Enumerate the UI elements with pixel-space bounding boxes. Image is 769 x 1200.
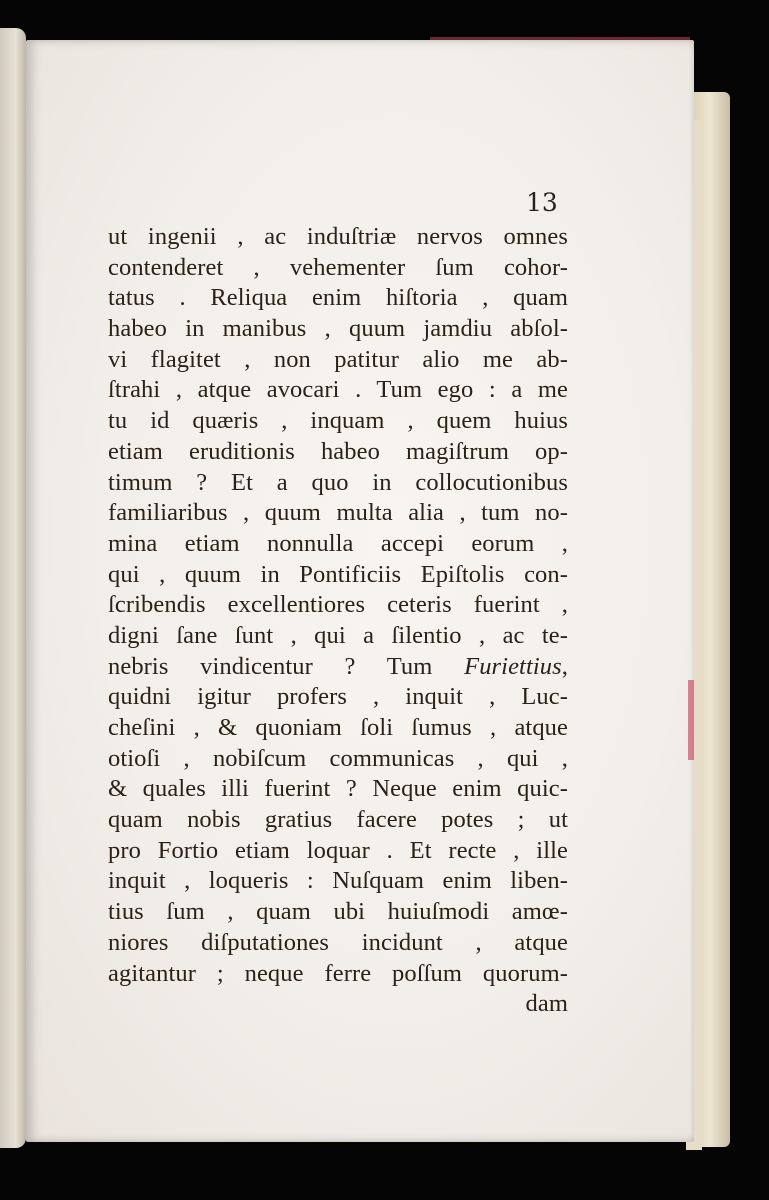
facing-page-edge [0,28,26,1148]
text-line: niores diſputationes incidunt , atque [108,928,568,956]
text-line: digni ſane ſunt , qui a ſilentio , ac te- [108,621,568,649]
catchword: dam [525,990,568,1018]
text-line: agitantur ; neque ferre poſſum quorum- [108,959,568,987]
text-line: tius ſum , quam ubi huiuſmodi amœ- [108,898,568,926]
text-line: quidni igitur profers , inquit , Luc- [108,683,568,711]
text-line: otioſi , nobiſcum communicas , qui , [108,744,568,772]
text-line: ſtrahi , atque avocari . Tum ego : a me [108,376,568,404]
italic-name: Furiettius [464,652,562,680]
text-line: & quales illi fuerint ? Neque enim quic- [108,775,568,803]
book-page [26,40,694,1142]
page-number: 13 [526,188,558,217]
text-line: ſcribendis excellentiores ceteris fuerint , [108,591,568,619]
text-line: habeo in manibus , quum jamdiu abſol- [108,315,568,343]
text-line: mina etiam nonnulla accepi eorum , [108,529,568,557]
text-line: timum ? Et a quo in collocutionibus [108,468,568,496]
text-line: qui , quum in Pontificiis Epiſtolis con- [108,560,568,588]
text-line: cheſini , & quoniam ſoli ſumus , atque [108,714,568,741]
text-line: inquit , loqueris : Nuſquam enim liben- [108,867,568,895]
text-line: quam nobis gratius facere potes ; ut [108,806,568,834]
text-line: contenderet , vehementer ſum cohor- [108,253,568,281]
text-line: ut ingenii , ac induſtriæ nervos omnes [108,223,568,250]
text-segment: nebris vindicentur ? Tum [108,652,433,680]
text-segment: , [561,652,568,680]
text-line: tu id quæris , inquam , quem huius [108,407,568,435]
text-line: tatus . Reliqua enim hiſtoria , quam [108,284,568,312]
text-line-with-italic [108,652,568,683]
text-line: pro Fortio etiam loquar . Et recte , ille [108,836,568,864]
text-line: etiam eruditionis habeo magiſtrum op- [108,437,568,465]
body-text [108,222,568,1020]
red-edge-stain-side [688,680,694,760]
text-line: vi flagitet , non patitur alio me ab- [108,345,568,373]
text-line: familiaribus , quum multa alia , tum no- [108,499,568,527]
